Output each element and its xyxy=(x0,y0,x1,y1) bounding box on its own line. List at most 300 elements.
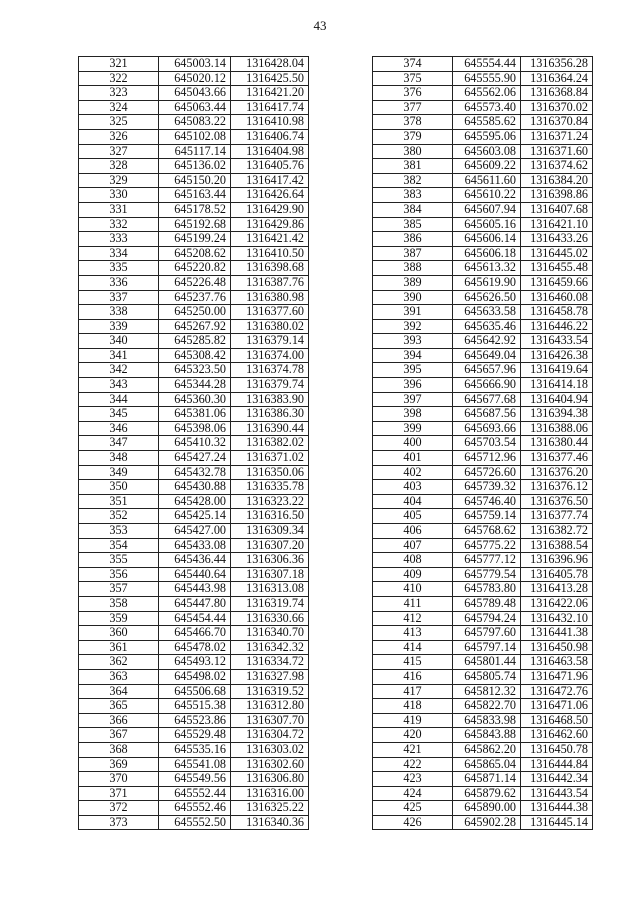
x-coordinate-cell: 645285.82 xyxy=(159,334,231,349)
table-row xyxy=(373,232,593,247)
y-coordinate-cell: 1316303.02 xyxy=(231,742,309,757)
x-coordinate-cell: 645136.02 xyxy=(159,159,231,174)
y-coordinate-cell: 1316307.18 xyxy=(231,567,309,582)
x-coordinate-cell: 645102.08 xyxy=(159,129,231,144)
table-row xyxy=(79,407,309,422)
table-row xyxy=(373,757,593,772)
point-number-cell: 373 xyxy=(79,815,159,830)
x-coordinate-cell: 645805.74 xyxy=(453,669,521,684)
y-coordinate-cell: 1316419.64 xyxy=(521,363,593,378)
table-row xyxy=(79,173,309,188)
y-coordinate-cell: 1316376.50 xyxy=(521,494,593,509)
table-row xyxy=(373,465,593,480)
table-row xyxy=(373,567,593,582)
y-coordinate-cell: 1316325.22 xyxy=(231,801,309,816)
x-coordinate-cell: 645879.62 xyxy=(453,786,521,801)
x-coordinate-cell: 645192.68 xyxy=(159,217,231,232)
y-coordinate-cell: 1316433.26 xyxy=(521,232,593,247)
x-coordinate-cell: 645220.82 xyxy=(159,261,231,276)
y-coordinate-cell: 1316441.38 xyxy=(521,626,593,641)
point-number-cell: 401 xyxy=(373,451,453,466)
y-coordinate-cell: 1316377.74 xyxy=(521,509,593,524)
y-coordinate-cell: 1316417.42 xyxy=(231,173,309,188)
y-coordinate-cell: 1316460.08 xyxy=(521,290,593,305)
point-number-cell: 367 xyxy=(79,728,159,743)
point-number-cell: 382 xyxy=(373,173,453,188)
table-row xyxy=(79,728,309,743)
y-coordinate-cell: 1316390.44 xyxy=(231,421,309,436)
table-row xyxy=(79,582,309,597)
x-coordinate-cell: 645843.88 xyxy=(453,728,521,743)
y-coordinate-cell: 1316382.72 xyxy=(521,524,593,539)
y-coordinate-cell: 1316426.38 xyxy=(521,348,593,363)
point-number-cell: 356 xyxy=(79,567,159,582)
x-coordinate-cell: 645150.20 xyxy=(159,173,231,188)
point-number-cell: 403 xyxy=(373,480,453,495)
table-row xyxy=(79,202,309,217)
y-coordinate-cell: 1316370.84 xyxy=(521,115,593,130)
x-coordinate-cell: 645083.22 xyxy=(159,115,231,130)
point-number-cell: 326 xyxy=(79,129,159,144)
y-coordinate-cell: 1316426.64 xyxy=(231,188,309,203)
point-number-cell: 345 xyxy=(79,407,159,422)
point-number-cell: 362 xyxy=(79,655,159,670)
x-coordinate-cell: 645573.40 xyxy=(453,100,521,115)
point-number-cell: 408 xyxy=(373,553,453,568)
table-row xyxy=(373,100,593,115)
table-row xyxy=(373,115,593,130)
point-number-cell: 359 xyxy=(79,611,159,626)
x-coordinate-cell: 645626.50 xyxy=(453,290,521,305)
point-number-cell: 344 xyxy=(79,392,159,407)
x-coordinate-cell: 645633.58 xyxy=(453,305,521,320)
point-number-cell: 388 xyxy=(373,261,453,276)
table-row xyxy=(79,772,309,787)
table-row xyxy=(79,232,309,247)
y-coordinate-cell: 1316394.38 xyxy=(521,407,593,422)
point-number-cell: 400 xyxy=(373,436,453,451)
x-coordinate-cell: 645427.00 xyxy=(159,524,231,539)
x-coordinate-cell: 645585.62 xyxy=(453,115,521,130)
y-coordinate-cell: 1316472.76 xyxy=(521,684,593,699)
point-number-cell: 378 xyxy=(373,115,453,130)
x-coordinate-cell: 645063.44 xyxy=(159,100,231,115)
point-number-cell: 380 xyxy=(373,144,453,159)
point-number-cell: 402 xyxy=(373,465,453,480)
table-row xyxy=(79,86,309,101)
table-row xyxy=(79,57,309,72)
table-row xyxy=(373,129,593,144)
table-row xyxy=(373,538,593,553)
point-number-cell: 377 xyxy=(373,100,453,115)
x-coordinate-cell: 645603.08 xyxy=(453,144,521,159)
y-coordinate-cell: 1316374.62 xyxy=(521,159,593,174)
table-row xyxy=(373,815,593,830)
x-coordinate-cell: 645237.76 xyxy=(159,290,231,305)
y-coordinate-cell: 1316444.38 xyxy=(521,801,593,816)
x-coordinate-cell: 645606.14 xyxy=(453,232,521,247)
y-coordinate-cell: 1316340.36 xyxy=(231,815,309,830)
y-coordinate-cell: 1316405.76 xyxy=(231,159,309,174)
x-coordinate-cell: 645613.32 xyxy=(453,261,521,276)
x-coordinate-cell: 645642.92 xyxy=(453,334,521,349)
point-number-cell: 410 xyxy=(373,582,453,597)
x-coordinate-cell: 645398.06 xyxy=(159,421,231,436)
point-number-cell: 335 xyxy=(79,261,159,276)
table-row xyxy=(373,713,593,728)
table-row xyxy=(79,144,309,159)
x-coordinate-cell: 645208.62 xyxy=(159,246,231,261)
table-row xyxy=(79,305,309,320)
point-number-cell: 414 xyxy=(373,640,453,655)
x-coordinate-cell: 645871.14 xyxy=(453,772,521,787)
x-coordinate-cell: 645440.64 xyxy=(159,567,231,582)
x-coordinate-cell: 645454.44 xyxy=(159,611,231,626)
table-row xyxy=(79,509,309,524)
y-coordinate-cell: 1316406.74 xyxy=(231,129,309,144)
y-coordinate-cell: 1316374.78 xyxy=(231,363,309,378)
x-coordinate-cell: 645611.60 xyxy=(453,173,521,188)
y-coordinate-cell: 1316312.80 xyxy=(231,699,309,714)
table-row xyxy=(373,348,593,363)
x-coordinate-cell: 645783.80 xyxy=(453,582,521,597)
table-row xyxy=(373,451,593,466)
table-row xyxy=(79,421,309,436)
y-coordinate-cell: 1316410.98 xyxy=(231,115,309,130)
y-coordinate-cell: 1316313.08 xyxy=(231,582,309,597)
point-number-cell: 338 xyxy=(79,305,159,320)
y-coordinate-cell: 1316413.28 xyxy=(521,582,593,597)
table-row xyxy=(79,451,309,466)
table-row xyxy=(79,742,309,757)
y-coordinate-cell: 1316471.06 xyxy=(521,699,593,714)
point-number-cell: 394 xyxy=(373,348,453,363)
table-row xyxy=(373,436,593,451)
table-row xyxy=(79,348,309,363)
coordinates-table-left xyxy=(78,56,309,830)
x-coordinate-cell: 645436.44 xyxy=(159,553,231,568)
table-row xyxy=(373,509,593,524)
x-coordinate-cell: 645466.70 xyxy=(159,626,231,641)
table-row xyxy=(373,728,593,743)
point-number-cell: 426 xyxy=(373,815,453,830)
point-number-cell: 425 xyxy=(373,801,453,816)
x-coordinate-cell: 645746.40 xyxy=(453,494,521,509)
x-coordinate-cell: 645043.66 xyxy=(159,86,231,101)
x-coordinate-cell: 645595.06 xyxy=(453,129,521,144)
x-coordinate-cell: 645794.24 xyxy=(453,611,521,626)
x-coordinate-cell: 645323.50 xyxy=(159,363,231,378)
x-coordinate-cell: 645605.16 xyxy=(453,217,521,232)
y-coordinate-cell: 1316388.06 xyxy=(521,421,593,436)
table-row xyxy=(373,786,593,801)
y-coordinate-cell: 1316444.84 xyxy=(521,757,593,772)
coordinates-table-right xyxy=(372,56,593,830)
y-coordinate-cell: 1316377.60 xyxy=(231,305,309,320)
y-coordinate-cell: 1316376.20 xyxy=(521,465,593,480)
x-coordinate-cell: 645410.32 xyxy=(159,436,231,451)
point-number-cell: 337 xyxy=(79,290,159,305)
y-coordinate-cell: 1316368.84 xyxy=(521,86,593,101)
x-coordinate-cell: 645635.46 xyxy=(453,319,521,334)
x-coordinate-cell: 645552.46 xyxy=(159,801,231,816)
point-number-cell: 397 xyxy=(373,392,453,407)
x-coordinate-cell: 645610.22 xyxy=(453,188,521,203)
point-number-cell: 396 xyxy=(373,378,453,393)
table-row xyxy=(79,71,309,86)
y-coordinate-cell: 1316379.14 xyxy=(231,334,309,349)
x-coordinate-cell: 645360.30 xyxy=(159,392,231,407)
point-number-cell: 358 xyxy=(79,596,159,611)
x-coordinate-cell: 645427.24 xyxy=(159,451,231,466)
table-row xyxy=(373,173,593,188)
point-number-cell: 421 xyxy=(373,742,453,757)
table-row xyxy=(373,334,593,349)
x-coordinate-cell: 645619.90 xyxy=(453,275,521,290)
y-coordinate-cell: 1316302.60 xyxy=(231,757,309,772)
x-coordinate-cell: 645607.94 xyxy=(453,202,521,217)
y-coordinate-cell: 1316380.98 xyxy=(231,290,309,305)
point-number-cell: 361 xyxy=(79,640,159,655)
y-coordinate-cell: 1316342.32 xyxy=(231,640,309,655)
table-row xyxy=(373,553,593,568)
y-coordinate-cell: 1316386.30 xyxy=(231,407,309,422)
point-number-cell: 340 xyxy=(79,334,159,349)
x-coordinate-cell: 645226.48 xyxy=(159,275,231,290)
table-row xyxy=(373,290,593,305)
point-number-cell: 328 xyxy=(79,159,159,174)
x-coordinate-cell: 645797.60 xyxy=(453,626,521,641)
x-coordinate-cell: 645649.04 xyxy=(453,348,521,363)
point-number-cell: 416 xyxy=(373,669,453,684)
point-number-cell: 409 xyxy=(373,567,453,582)
point-number-cell: 375 xyxy=(373,71,453,86)
x-coordinate-cell: 645554.44 xyxy=(453,57,521,72)
y-coordinate-cell: 1316382.02 xyxy=(231,436,309,451)
point-number-cell: 360 xyxy=(79,626,159,641)
table-row xyxy=(79,596,309,611)
point-number-cell: 342 xyxy=(79,363,159,378)
x-coordinate-cell: 645529.48 xyxy=(159,728,231,743)
point-number-cell: 330 xyxy=(79,188,159,203)
y-coordinate-cell: 1316306.36 xyxy=(231,553,309,568)
point-number-cell: 322 xyxy=(79,71,159,86)
y-coordinate-cell: 1316421.42 xyxy=(231,232,309,247)
table-row xyxy=(373,524,593,539)
point-number-cell: 354 xyxy=(79,538,159,553)
point-number-cell: 398 xyxy=(373,407,453,422)
x-coordinate-cell: 645430.88 xyxy=(159,480,231,495)
point-number-cell: 391 xyxy=(373,305,453,320)
x-coordinate-cell: 645020.12 xyxy=(159,71,231,86)
table-row xyxy=(79,363,309,378)
x-coordinate-cell: 645478.02 xyxy=(159,640,231,655)
x-coordinate-cell: 645178.52 xyxy=(159,202,231,217)
x-coordinate-cell: 645117.14 xyxy=(159,144,231,159)
x-coordinate-cell: 645433.08 xyxy=(159,538,231,553)
table-row xyxy=(373,319,593,334)
x-coordinate-cell: 645657.96 xyxy=(453,363,521,378)
x-coordinate-cell: 645163.44 xyxy=(159,188,231,203)
table-row xyxy=(79,217,309,232)
table-row xyxy=(373,742,593,757)
x-coordinate-cell: 645862.20 xyxy=(453,742,521,757)
y-coordinate-cell: 1316371.60 xyxy=(521,144,593,159)
table-row xyxy=(79,319,309,334)
point-number-cell: 413 xyxy=(373,626,453,641)
point-number-cell: 329 xyxy=(79,173,159,188)
y-coordinate-cell: 1316471.96 xyxy=(521,669,593,684)
x-coordinate-cell: 645381.06 xyxy=(159,407,231,422)
point-number-cell: 405 xyxy=(373,509,453,524)
x-coordinate-cell: 645199.24 xyxy=(159,232,231,247)
y-coordinate-cell: 1316370.02 xyxy=(521,100,593,115)
x-coordinate-cell: 645812.32 xyxy=(453,684,521,699)
table-row xyxy=(373,217,593,232)
point-number-cell: 370 xyxy=(79,772,159,787)
table-row xyxy=(373,57,593,72)
point-number-cell: 417 xyxy=(373,684,453,699)
y-coordinate-cell: 1316445.14 xyxy=(521,815,593,830)
table-row xyxy=(79,246,309,261)
y-coordinate-cell: 1316330.66 xyxy=(231,611,309,626)
y-coordinate-cell: 1316405.78 xyxy=(521,567,593,582)
table-row xyxy=(373,305,593,320)
table-row xyxy=(373,699,593,714)
point-number-cell: 372 xyxy=(79,801,159,816)
y-coordinate-cell: 1316383.90 xyxy=(231,392,309,407)
point-number-cell: 389 xyxy=(373,275,453,290)
y-coordinate-cell: 1316463.58 xyxy=(521,655,593,670)
y-coordinate-cell: 1316445.02 xyxy=(521,246,593,261)
y-coordinate-cell: 1316446.22 xyxy=(521,319,593,334)
table-row xyxy=(373,494,593,509)
point-number-cell: 336 xyxy=(79,275,159,290)
table-row xyxy=(373,71,593,86)
table-row xyxy=(79,669,309,684)
x-coordinate-cell: 645779.54 xyxy=(453,567,521,582)
point-number-cell: 346 xyxy=(79,421,159,436)
table-row xyxy=(373,669,593,684)
point-number-cell: 411 xyxy=(373,596,453,611)
y-coordinate-cell: 1316376.12 xyxy=(521,480,593,495)
y-coordinate-cell: 1316350.06 xyxy=(231,465,309,480)
y-coordinate-cell: 1316316.50 xyxy=(231,509,309,524)
table-row xyxy=(373,246,593,261)
x-coordinate-cell: 645003.14 xyxy=(159,57,231,72)
x-coordinate-cell: 645515.38 xyxy=(159,699,231,714)
x-coordinate-cell: 645344.28 xyxy=(159,378,231,393)
table-row xyxy=(373,407,593,422)
x-coordinate-cell: 645250.00 xyxy=(159,305,231,320)
y-coordinate-cell: 1316410.50 xyxy=(231,246,309,261)
table-row xyxy=(79,626,309,641)
y-coordinate-cell: 1316450.98 xyxy=(521,640,593,655)
y-coordinate-cell: 1316377.46 xyxy=(521,451,593,466)
table-row xyxy=(79,392,309,407)
x-coordinate-cell: 645726.60 xyxy=(453,465,521,480)
table-row xyxy=(373,626,593,641)
table-row xyxy=(79,786,309,801)
y-coordinate-cell: 1316414.18 xyxy=(521,378,593,393)
point-number-cell: 333 xyxy=(79,232,159,247)
x-coordinate-cell: 645789.48 xyxy=(453,596,521,611)
table-row xyxy=(373,655,593,670)
table-row xyxy=(79,129,309,144)
point-number-cell: 392 xyxy=(373,319,453,334)
point-number-cell: 406 xyxy=(373,524,453,539)
point-number-cell: 349 xyxy=(79,465,159,480)
point-number-cell: 385 xyxy=(373,217,453,232)
y-coordinate-cell: 1316429.90 xyxy=(231,202,309,217)
point-number-cell: 381 xyxy=(373,159,453,174)
point-number-cell: 423 xyxy=(373,772,453,787)
point-number-cell: 363 xyxy=(79,669,159,684)
point-number-cell: 324 xyxy=(79,100,159,115)
table-row xyxy=(79,378,309,393)
y-coordinate-cell: 1316433.54 xyxy=(521,334,593,349)
point-number-cell: 387 xyxy=(373,246,453,261)
y-coordinate-cell: 1316443.54 xyxy=(521,786,593,801)
y-coordinate-cell: 1316309.34 xyxy=(231,524,309,539)
point-number-cell: 374 xyxy=(373,57,453,72)
x-coordinate-cell: 645308.42 xyxy=(159,348,231,363)
x-coordinate-cell: 645822.70 xyxy=(453,699,521,714)
y-coordinate-cell: 1316421.20 xyxy=(231,86,309,101)
x-coordinate-cell: 645759.14 xyxy=(453,509,521,524)
table-row xyxy=(79,815,309,830)
page-number: 43 xyxy=(313,18,327,33)
y-coordinate-cell: 1316319.74 xyxy=(231,596,309,611)
y-coordinate-cell: 1316398.68 xyxy=(231,261,309,276)
table-row xyxy=(79,538,309,553)
y-coordinate-cell: 1316304.72 xyxy=(231,728,309,743)
x-coordinate-cell: 645447.80 xyxy=(159,596,231,611)
table-row xyxy=(373,144,593,159)
point-number-cell: 323 xyxy=(79,86,159,101)
x-coordinate-cell: 645267.92 xyxy=(159,319,231,334)
x-coordinate-cell: 645609.22 xyxy=(453,159,521,174)
point-number-cell: 424 xyxy=(373,786,453,801)
y-coordinate-cell: 1316428.04 xyxy=(231,57,309,72)
point-number-cell: 332 xyxy=(79,217,159,232)
point-number-cell: 357 xyxy=(79,582,159,597)
point-number-cell: 390 xyxy=(373,290,453,305)
y-coordinate-cell: 1316323.22 xyxy=(231,494,309,509)
table-row xyxy=(79,261,309,276)
table-row xyxy=(373,261,593,276)
x-coordinate-cell: 645523.86 xyxy=(159,713,231,728)
point-number-cell: 331 xyxy=(79,202,159,217)
x-coordinate-cell: 645432.78 xyxy=(159,465,231,480)
x-coordinate-cell: 645541.08 xyxy=(159,757,231,772)
table-row xyxy=(373,86,593,101)
x-coordinate-cell: 645775.22 xyxy=(453,538,521,553)
y-coordinate-cell: 1316371.02 xyxy=(231,451,309,466)
point-number-cell: 369 xyxy=(79,757,159,772)
x-coordinate-cell: 645535.16 xyxy=(159,742,231,757)
table-row xyxy=(79,275,309,290)
y-coordinate-cell: 1316425.50 xyxy=(231,71,309,86)
point-number-cell: 325 xyxy=(79,115,159,130)
point-number-cell: 379 xyxy=(373,129,453,144)
point-number-cell: 404 xyxy=(373,494,453,509)
y-coordinate-cell: 1316462.60 xyxy=(521,728,593,743)
x-coordinate-cell: 645712.96 xyxy=(453,451,521,466)
point-number-cell: 415 xyxy=(373,655,453,670)
y-coordinate-cell: 1316404.98 xyxy=(231,144,309,159)
table-row xyxy=(79,334,309,349)
